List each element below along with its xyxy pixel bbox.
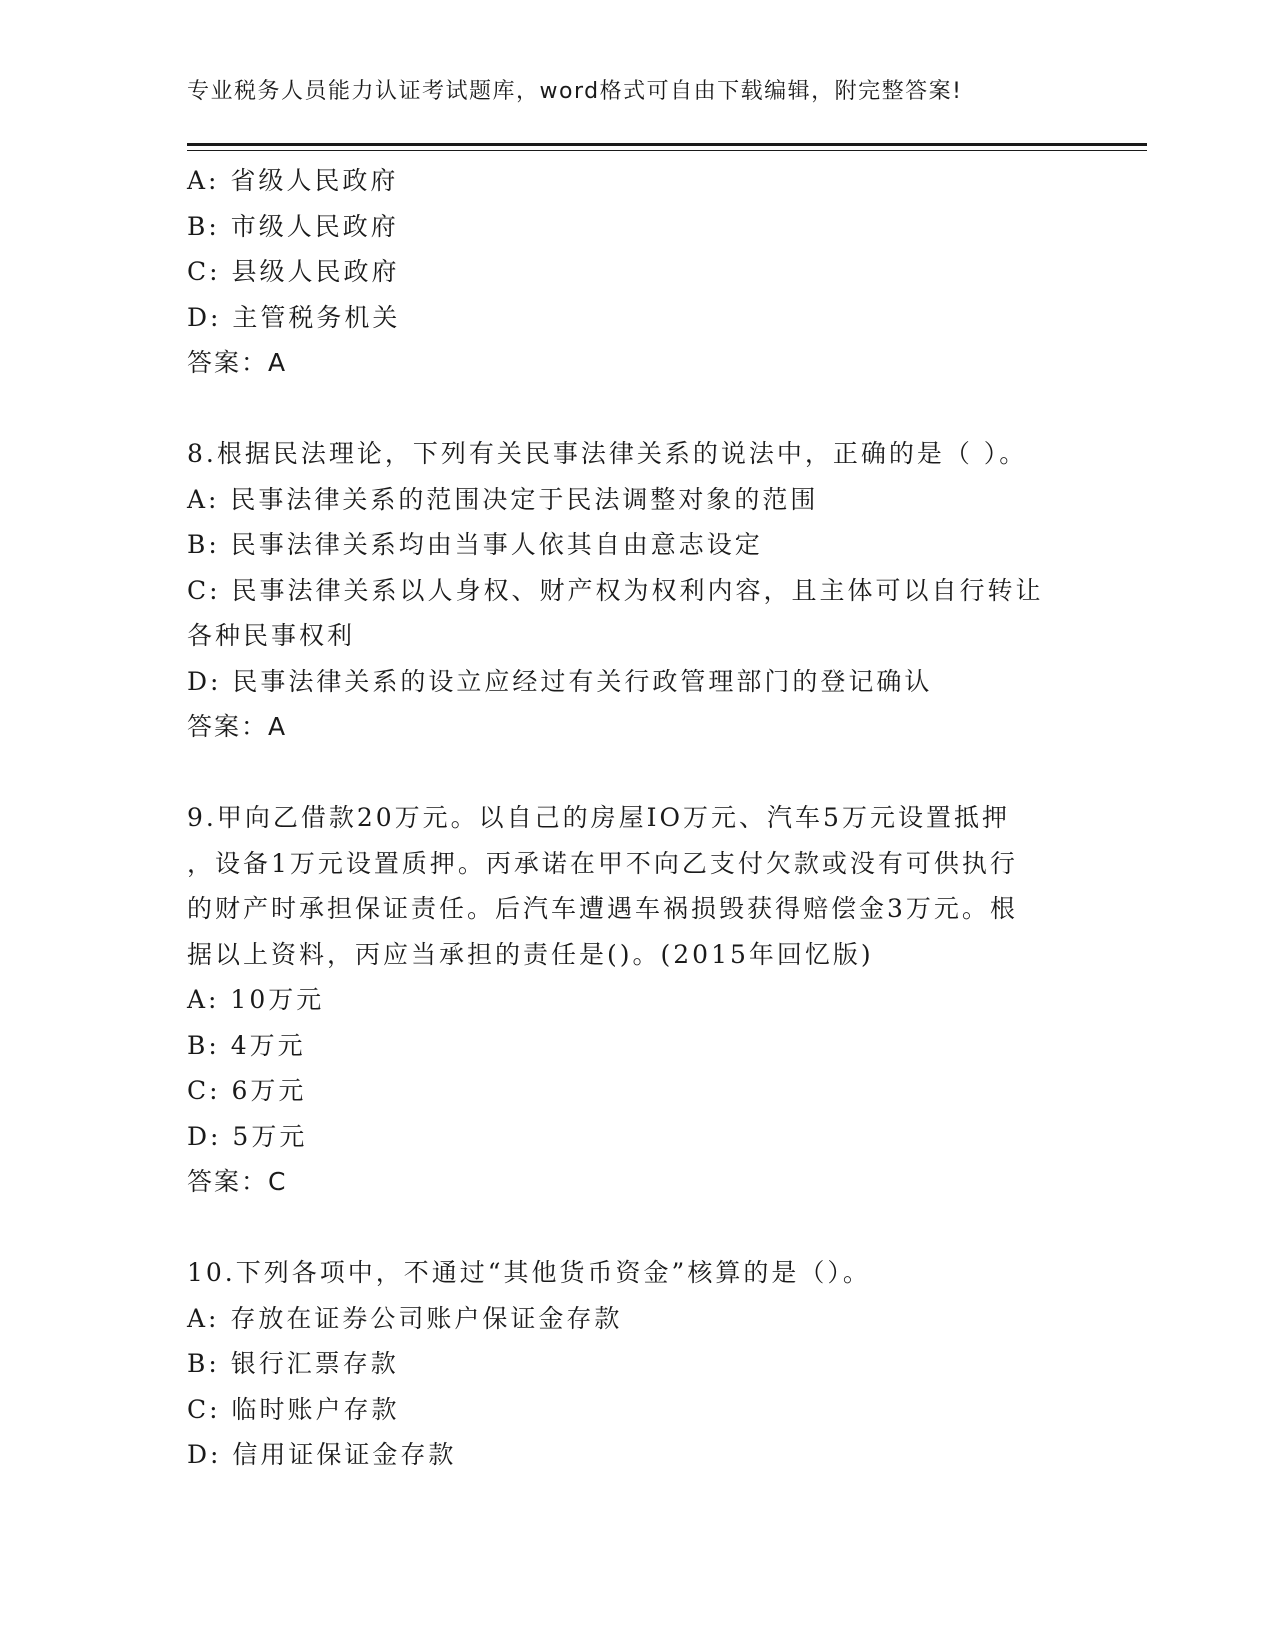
option-c-continued: 各种民事权利 bbox=[187, 621, 356, 650]
question-8 bbox=[187, 431, 1067, 750]
header-rule-thin bbox=[187, 150, 1147, 151]
option-b: B: 民事法律关系均由当事人依其自由意志设定 bbox=[187, 530, 763, 559]
question-content bbox=[187, 158, 1067, 1478]
question-stem: 8.根据民法理论，下列有关民事法律关系的说法中，正确的是（ ）。 bbox=[187, 439, 1028, 468]
option-d: D: 民事法律关系的设立应经过有关行政管理部门的登记确认 bbox=[187, 666, 933, 696]
question-10 bbox=[187, 1250, 1067, 1478]
header-rule bbox=[187, 143, 1147, 146]
page-header: 专业税务人员能力认证考试题库，word格式可自由下载编辑，附完整答案! bbox=[187, 79, 963, 104]
option-c: C: 临时账户存款 bbox=[187, 1394, 400, 1424]
question-stem-line: 的财产时承担保证责任。后汽车遭遇车祸损毁获得赔偿金3万元。根 bbox=[187, 894, 1018, 923]
option-b: B: 4万元 bbox=[187, 1030, 306, 1060]
answer: 答案：C bbox=[187, 1167, 288, 1196]
question-stem-line: ，设备1万元设置质押。丙承诺在甲不向乙支付欠款或没有可供执行 bbox=[187, 848, 1018, 878]
question-stem: 10.下列各项中，不通过“其他货币资金”核算的是（）。 bbox=[187, 1258, 871, 1287]
option-c: C: 县级人民政府 bbox=[187, 257, 400, 286]
option-d: D: 信用证保证金存款 bbox=[187, 1440, 457, 1469]
option-c: C: 6万元 bbox=[187, 1076, 307, 1105]
option-c: C: 民事法律关系以人身权、财产权为权利内容，且主体可以自行转让 bbox=[187, 575, 1044, 605]
option-a: A: 省级人民政府 bbox=[187, 166, 399, 195]
option-a: A: 10万元 bbox=[187, 985, 325, 1014]
option-d: D: 5万元 bbox=[187, 1121, 308, 1151]
answer: 答案：A bbox=[187, 348, 288, 377]
question-9 bbox=[187, 795, 1067, 1205]
option-d: D: 主管税务机关 bbox=[187, 302, 401, 332]
spacer bbox=[187, 750, 1067, 796]
option-a: A: 存放在证券公司账户保证金存款 bbox=[187, 1303, 623, 1333]
option-b: B: 银行汇票存款 bbox=[187, 1349, 399, 1378]
question-7-tail bbox=[187, 158, 1067, 386]
answer: 答案：A bbox=[187, 712, 288, 741]
spacer bbox=[187, 386, 1067, 432]
option-a: A: 民事法律关系的范围决定于民法调整对象的范围 bbox=[187, 484, 819, 514]
question-stem-line: 9.甲向乙借款20万元。以自己的房屋IO万元、汽车5万元设置抵押 bbox=[187, 803, 1010, 832]
option-b: B: 市级人民政府 bbox=[187, 211, 399, 241]
question-stem-line: 据以上资料，丙应当承担的责任是()。(2015年回忆版) bbox=[187, 939, 874, 969]
spacer bbox=[187, 1205, 1067, 1251]
